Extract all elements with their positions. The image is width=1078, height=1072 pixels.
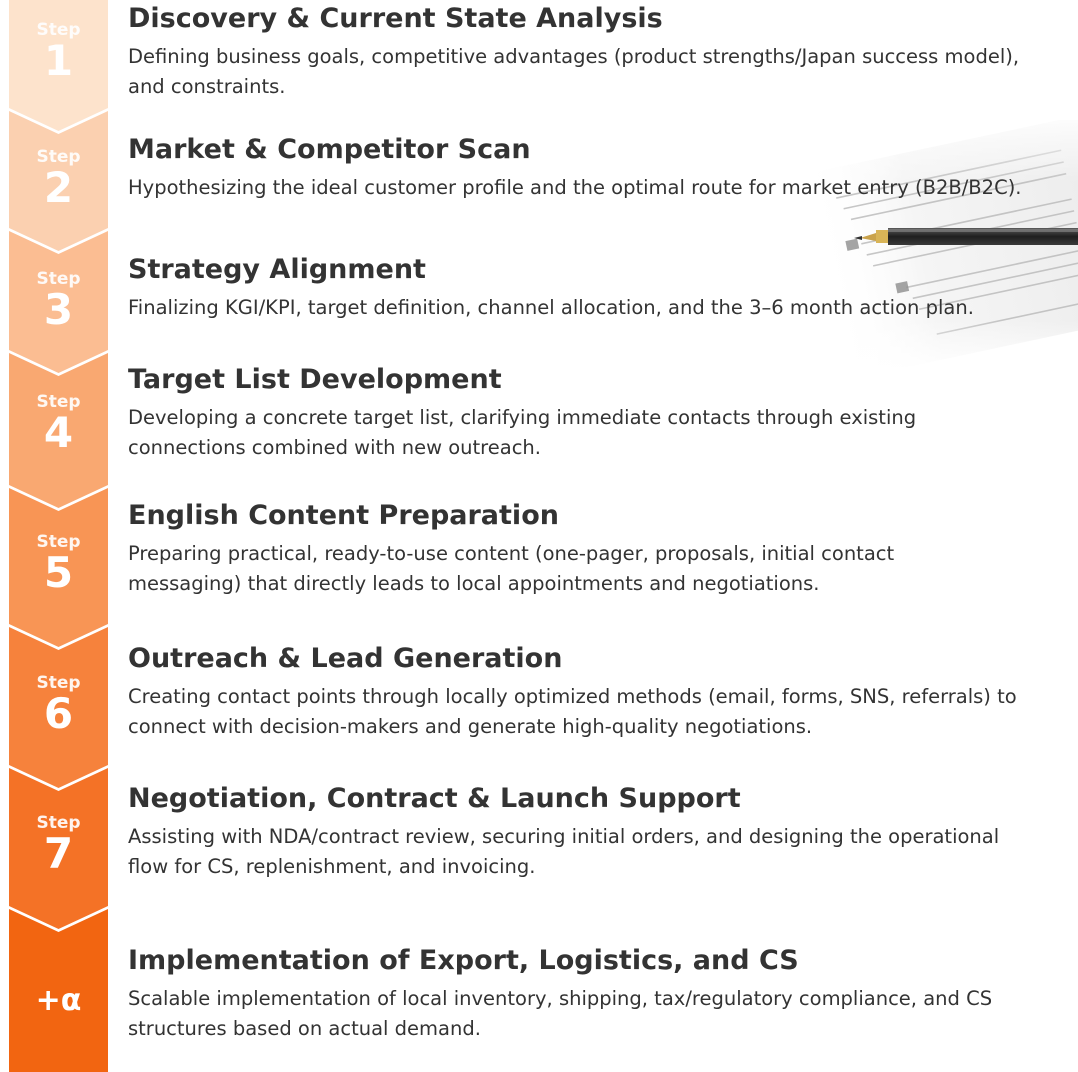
- step-3-title: Strategy Alignment: [128, 254, 426, 285]
- step-4-description: Developing a concrete target list, clarifying immediate contacts through existing connections combined with new outreach.: [128, 406, 917, 459]
- step-3-word: Step: [36, 269, 81, 289]
- step-4-content: [128, 363, 1058, 463]
- step-1-description: Defining business goals, competitive advantages (product strengths/Japan success model), and constraints.: [128, 45, 1020, 98]
- step-7-number: 7: [43, 829, 74, 878]
- step-1-title: Discovery & Current State Analysis: [128, 3, 663, 34]
- step-2-badge: [9, 147, 108, 212]
- extra-step-label: +α: [35, 983, 82, 1018]
- step-2-title: Market & Competitor Scan: [128, 134, 531, 165]
- step-7-description: Assisting with NDA/contract review, securing initial orders, and designing the operational flow for CS, replenishment, and invoicing.: [128, 825, 1000, 878]
- step-7-content: [128, 782, 1058, 882]
- step-4-badge: [9, 392, 108, 457]
- step-3-badge: [9, 269, 108, 334]
- step-7-badge: [9, 813, 108, 878]
- step-3-description: Finalizing KGI/KPI, target definition, channel allocation, and the 3–6 month action plan.: [128, 296, 974, 319]
- step-6-badge: [9, 673, 108, 738]
- step-1-number: 1: [43, 36, 74, 85]
- step-4-word: Step: [36, 392, 81, 412]
- step-1-word: Step: [36, 20, 81, 40]
- extra-step-content: [128, 944, 1058, 1044]
- step-3-number: 3: [43, 285, 74, 334]
- step-1-badge: [9, 20, 108, 85]
- step-5-content: [128, 499, 1058, 599]
- step-7-title: Negotiation, Contract & Launch Support: [128, 783, 741, 814]
- step-2-content: [128, 133, 1058, 203]
- extra-step-title: Implementation of Export, Logistics, and CS: [128, 945, 799, 976]
- step-6-number: 6: [43, 689, 74, 738]
- extra-step-description: Scalable implementation of local inventory, shipping, tax/regulatory compliance, and CS structures based on actual demand.: [128, 987, 993, 1040]
- step-5-description: Preparing practical, ready-to-use content (one-pager, proposals, initial contact messaging) that directly leads to local appointments and negotiations.: [128, 542, 895, 595]
- step-4-title: Target List Development: [128, 364, 502, 395]
- step-2-description: Hypothesizing the ideal customer profile and the optimal route for market entry (B2B/B2C).: [128, 176, 1022, 199]
- step-6-content: [128, 642, 1058, 742]
- step-3-content: [128, 253, 1058, 323]
- step-4-number: 4: [43, 408, 74, 457]
- step-5-word: Step: [36, 532, 81, 552]
- step-1-content: [128, 2, 1058, 102]
- step-6-word: Step: [36, 673, 81, 693]
- step-5-number: 5: [43, 548, 74, 597]
- step-5-title: English Content Preparation: [128, 500, 559, 531]
- step-2-word: Step: [36, 147, 81, 167]
- step-7-word: Step: [36, 813, 81, 833]
- step-5-badge: [9, 532, 108, 597]
- step-flow-column: [9, 0, 108, 1072]
- step-6-description: Creating contact points through locally optimized methods (email, forms, SNS, referrals) to connect with decision-makers and generate high-quality negotiations.: [128, 685, 1017, 738]
- step-2-number: 2: [43, 163, 74, 212]
- step-6-title: Outreach & Lead Generation: [128, 643, 563, 674]
- extra-step-badge: [9, 983, 108, 1018]
